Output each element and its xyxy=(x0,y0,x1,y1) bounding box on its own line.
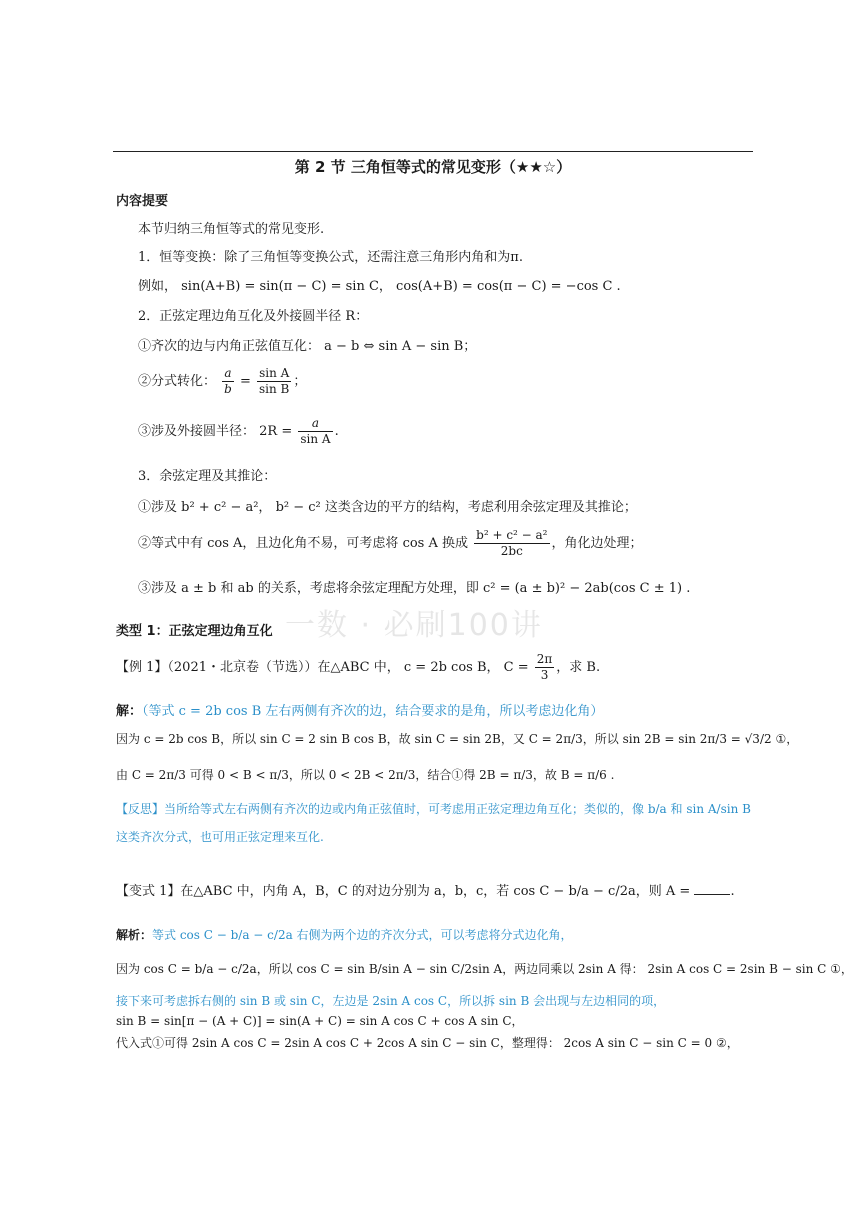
point-3-c: ③涉及 a ± b 和 ab 的关系，考虑将余弦定理配方处理，即 c² = (a ± b)² − 2ab(cos C ± 1) . xyxy=(138,581,691,596)
point-1: 1．恒等变换：除了三角恒等变换公式，还需注意三角形内角和为π. xyxy=(138,250,523,265)
solution-line-2: 由 C = 2π/3 可得 0 < B < π/3，所以 0 < 2B < 2π/3，结合①得 2B = π/3，故 B = π/6 . xyxy=(116,768,615,782)
answer-blank xyxy=(694,884,730,895)
fraction-2pi-over-3: $\frac{2\pi}{3}$ xyxy=(536,652,553,682)
point-3-b: ②等式中有 cos A，且边化角不易，可考虑将 cos A 换成 $\frac{\text{b² + c² − a²}}{2bc}$ ，角化边处理； xyxy=(138,528,643,558)
section-header: 内容提要 xyxy=(116,194,169,209)
point-2: 2．正弦定理边角互化及外接圆半径 R： xyxy=(138,309,369,324)
analysis-line-2: 接下来可考虑拆右侧的 sin B 或 sin C，左边是 2sin A cos C，所以拆 sin B 会出现与左边相同的项， xyxy=(116,994,666,1008)
analysis-line-1: 因为 cos C = b/a − c/2a，所以 cos C = sin B/sin A − sin C/2sin A，两边同乘以 2sin A 得： 2sin A cos C = 2sin B − sin C ①， xyxy=(116,962,853,976)
point-2-c: ③涉及外接圆半径： 2R = $\frac{a}{\text{sin A}}$ . xyxy=(138,416,339,446)
fraction-a-over-sinA: $\frac{a}{\text{sin A}}$ xyxy=(300,416,331,446)
point-3: 3．余弦定理及其推论： xyxy=(138,469,277,484)
point-1-example: 例如， sin(A+B) = sin(π − C) = sin C， cos(A+B) = cos(π − C) = −cos C . xyxy=(138,279,621,294)
page-title: 第 2 节 三角恒等式的常见变形（★★☆） xyxy=(294,158,572,176)
analysis-line-3: sin B = sin[π − (A + C)] = sin(A + C) = sin A cos C + cos A sin C， xyxy=(116,1014,524,1028)
reflection-line-2: 这类齐次分式，也可用正弦定理来互化. xyxy=(116,830,324,844)
analysis-line-4: 代入式①可得 2sin A cos C = 2sin A cos C + 2cos A sin C − sin C，整理得： 2cos A sin C − sin C = 0 ②， xyxy=(116,1036,739,1050)
reflection-line-1: 【反思】当所给等式左右两侧有齐次的边或内角正弦值时，可考虑用正弦定理边角互化；类似的，像 b/a 和 sin A/sin B xyxy=(116,802,751,816)
variant-1: 【变式 1】在△ABC 中，内角 A，B，C 的对边分别为 a，b，c，若 cos C − b/a − c/2a，则 A = . xyxy=(116,884,735,899)
example-1: 【例 1】（2021・北京卷（节选））在△ABC 中， c = 2b cos B， C = $\frac{2\pi}{3}$ ，求 B. xyxy=(116,652,601,682)
watermark: 一数 · 必刷100讲 xyxy=(285,608,543,643)
point-2-a: ①齐次的边与内角正弦值互化： a − b ⇔ sin A − sin B； xyxy=(138,339,477,354)
intro-text: 本节归纳三角恒等式的常见变形. xyxy=(138,222,325,237)
point-3-a: ①涉及 b² + c² − a²， b² − c² 这类含边的平方的结构，考虑利用余弦定理及其推论； xyxy=(138,500,637,515)
analysis-header: 解析：等式 cos C − b/a − c/2a 右侧为两个边的齐次分式，可以考虑将分式边化角， xyxy=(116,928,573,942)
fraction-sinA-over-sinB: $\frac{\text{sin A}}{\text{sin B}}$ xyxy=(259,366,290,396)
point-2-b: ②分式转化： $\frac{a}{b}$ = $\frac{\text{sin A}}{\text{sin B}}$ ； xyxy=(138,366,307,396)
solution-line-1: 因为 c = 2b cos B，所以 sin C = 2 sin B cos B，故 sin C = sin 2B，又 C = 2π/3，所以 sin 2B = sin 2π/3 = √3/2 ①， xyxy=(116,732,799,746)
header-rule xyxy=(113,151,753,152)
fraction-cosine-law: $\frac{\text{b² + c² − a²}}{2bc}$ xyxy=(476,528,548,558)
solution-header: 解：（等式 c = 2b cos B 左右两侧有齐次的边，结合要求的是角，所以考虑边化角） xyxy=(116,704,604,719)
fraction-a-over-b: $\frac{a}{b}$ xyxy=(224,366,232,396)
type-1-title: 类型 1：正弦定理边角互化 xyxy=(116,624,273,639)
